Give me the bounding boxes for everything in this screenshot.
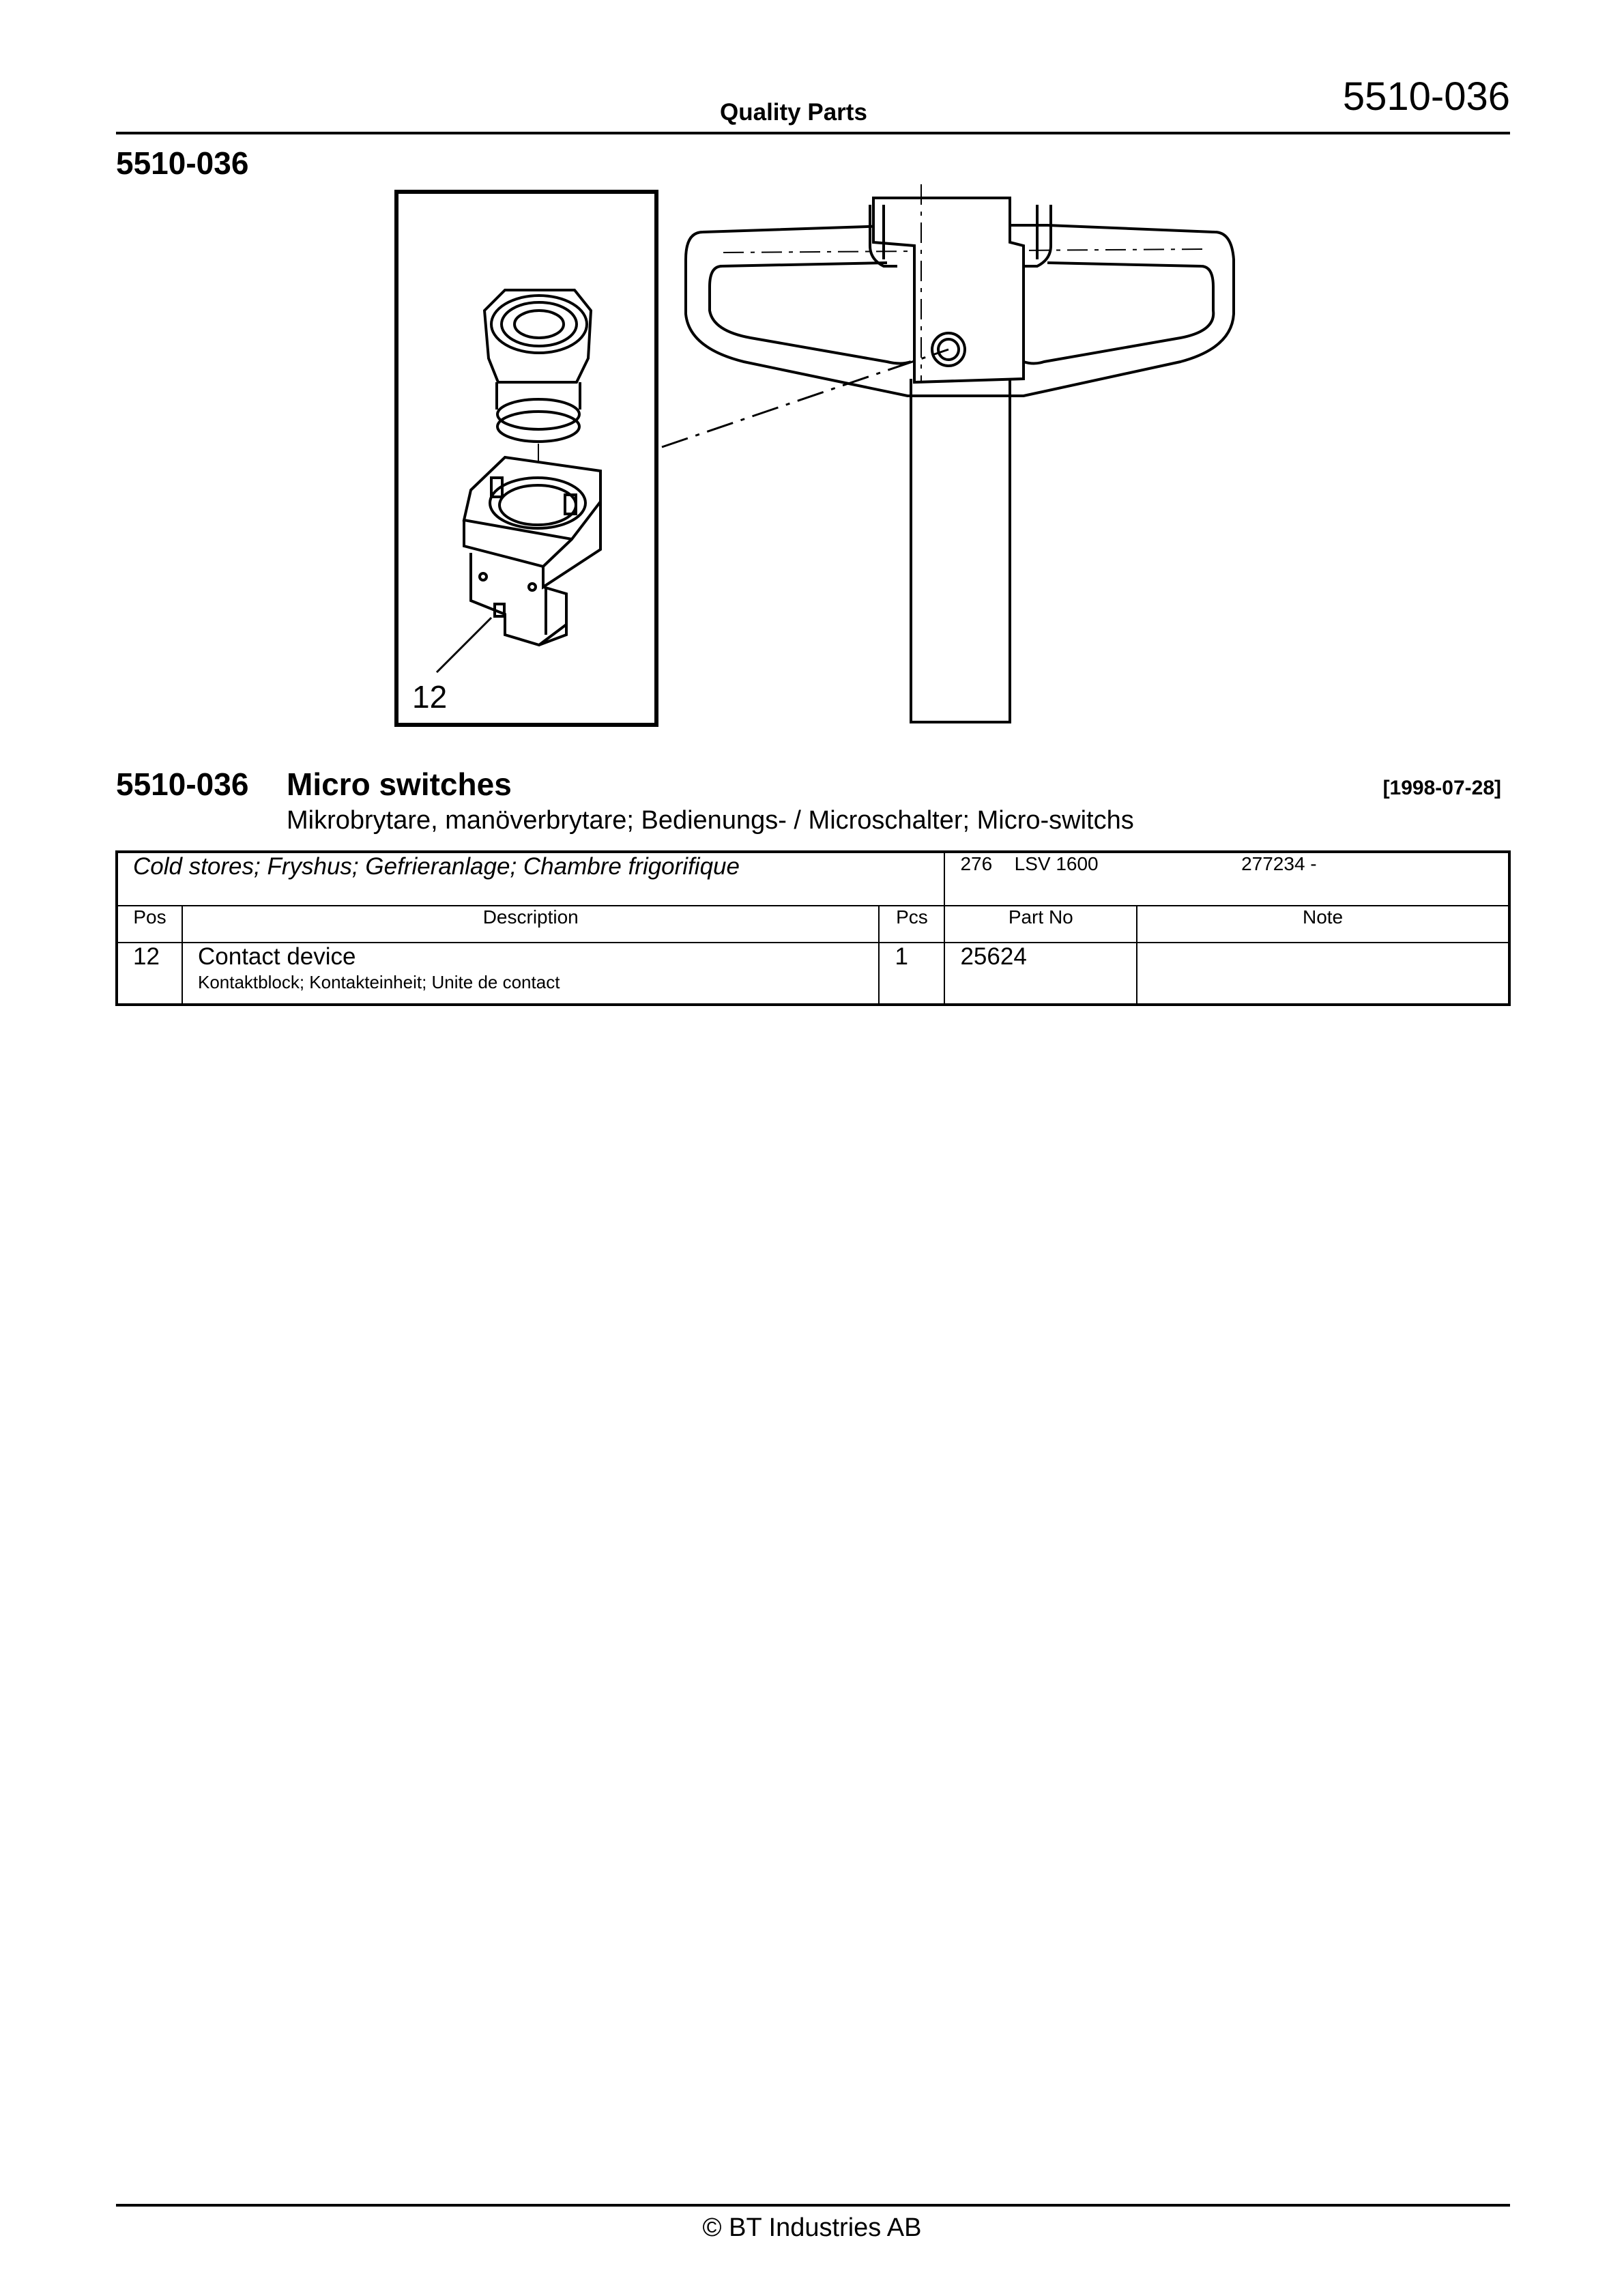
cell-pos: 12 <box>117 943 182 1005</box>
cell-description <box>182 943 880 1005</box>
header-title: Quality Parts <box>720 99 867 126</box>
section-code: 5510-036 <box>116 145 249 181</box>
col-part-no: Part No <box>944 906 1137 943</box>
model-name: LSV 1600 <box>1014 853 1099 874</box>
col-description: Description <box>182 906 880 943</box>
group-date: [1998-07-28] <box>1382 777 1501 799</box>
col-pos: Pos <box>117 906 182 943</box>
col-pcs: Pcs <box>879 906 944 943</box>
group-name: Micro switches <box>287 766 512 802</box>
column-header-row <box>117 906 1509 943</box>
table-row <box>117 943 1509 1005</box>
cell-note <box>1137 943 1509 1005</box>
cell-pcs: 1 <box>879 943 944 1005</box>
tiller-handle-drawing <box>686 184 1234 722</box>
detail-inset-frame <box>394 190 658 727</box>
footer-rule <box>116 2204 1510 2207</box>
exploded-view-drawing <box>0 0 1624 737</box>
description-translations: Kontaktblock; Kontakteinheit; Unite de contact <box>197 972 560 992</box>
col-note: Note <box>1137 906 1509 943</box>
header-page-code: 5510-036 <box>1342 74 1510 119</box>
group-subtitle: Mikrobrytare, manöverbrytare; Bedienungs- / Microschalter; Micro-switchs <box>287 806 1134 835</box>
model-number: 276 <box>960 853 993 874</box>
description-main: Contact device <box>197 943 356 970</box>
cell-part-no: 25624 <box>944 943 1137 1005</box>
application-model <box>944 852 1509 906</box>
group-code: 5510-036 <box>116 766 249 802</box>
application-row <box>117 852 1509 906</box>
callout-number: 12 <box>412 679 448 715</box>
serial-range: 277234 - <box>1241 853 1317 874</box>
application-text: Cold stores; Fryshus; Gefrieranlage; Chambre frigorifique <box>117 852 944 906</box>
footer-copyright: © BT Industries AB <box>702 2213 922 2242</box>
parts-table <box>115 850 1511 1006</box>
assembly-leader <box>662 349 948 447</box>
